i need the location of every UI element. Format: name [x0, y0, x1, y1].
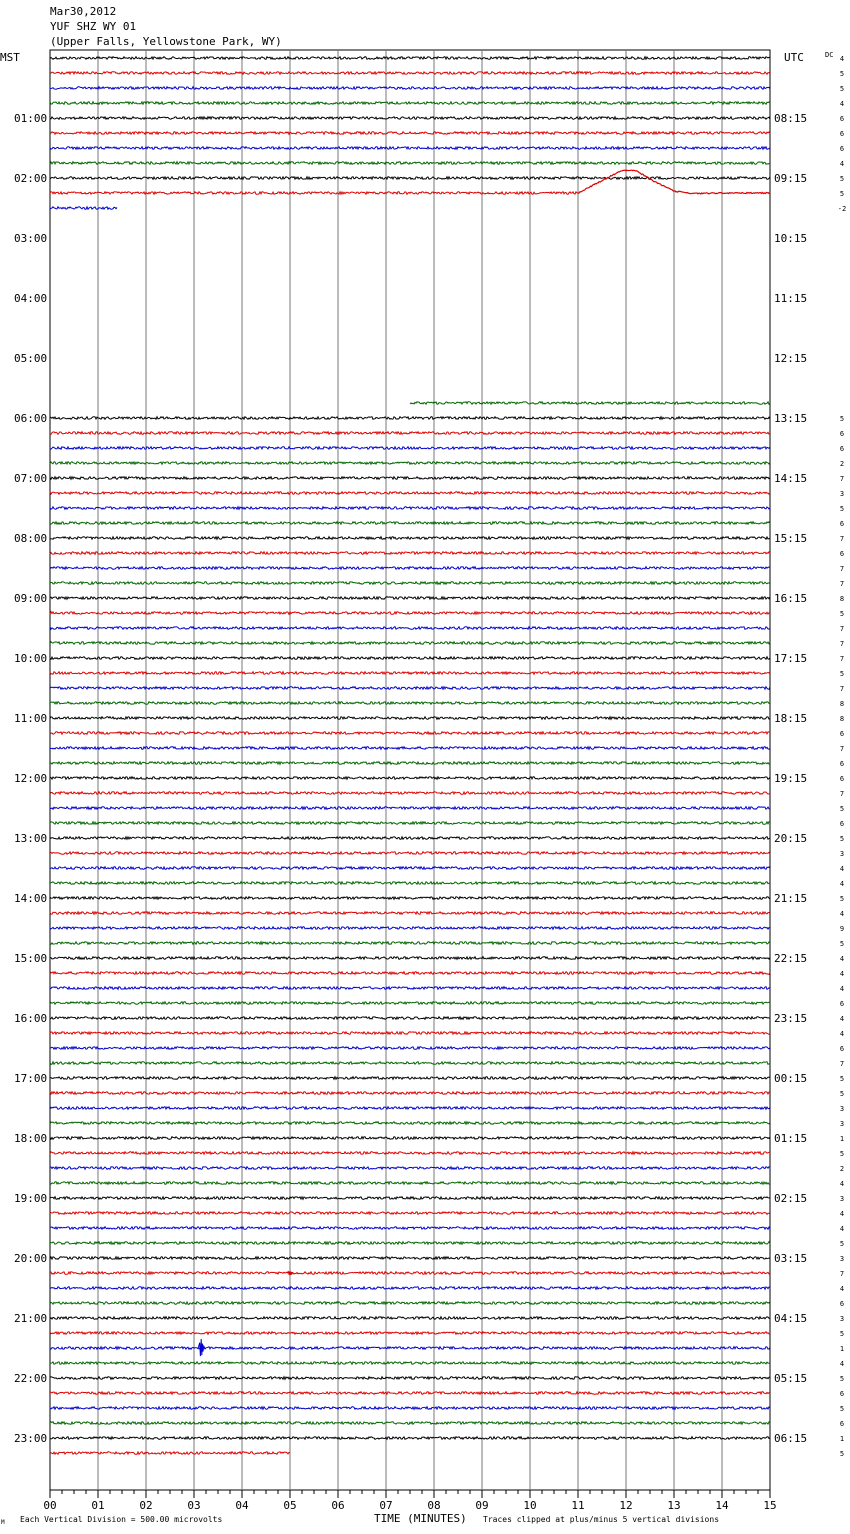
- seismic-trace: [50, 1092, 770, 1095]
- mst-hour-label: 14:00: [14, 892, 48, 905]
- mst-hour-label: 09:00: [14, 592, 48, 605]
- seismic-trace: [50, 927, 770, 930]
- dc-value: 5: [839, 505, 845, 513]
- mst-hour-label: 21:00: [14, 1312, 48, 1325]
- seismic-trace: [50, 687, 770, 690]
- dc-value: 5: [839, 1150, 845, 1158]
- seismic-trace: [50, 1362, 770, 1365]
- seismic-trace: [50, 717, 770, 720]
- utc-hour-label: 19:15: [774, 772, 808, 785]
- seismic-trace: [50, 537, 770, 540]
- seismic-trace: [50, 1452, 290, 1455]
- seismic-trace: [50, 147, 770, 150]
- dc-value: 7: [839, 790, 845, 798]
- dc-value: 4: [839, 1180, 845, 1188]
- dc-value: 6: [839, 145, 845, 153]
- dc-value: 5: [839, 1090, 845, 1098]
- seismic-trace: [50, 777, 770, 780]
- dc-value: 5: [839, 940, 845, 948]
- dc-value: 4: [839, 970, 845, 978]
- dc-value: 3: [839, 1120, 845, 1128]
- x-tick-label: 11: [571, 1499, 585, 1512]
- utc-hour-label: 00:15: [774, 1072, 808, 1085]
- dc-value: 6: [839, 775, 845, 783]
- dc-value: 4: [839, 55, 845, 63]
- mst-hour-label: 12:00: [14, 772, 48, 785]
- seismic-trace: [50, 1197, 770, 1200]
- seismic-trace: [50, 642, 770, 645]
- dc-value: 3: [839, 1195, 845, 1203]
- seismic-trace: [50, 732, 770, 735]
- dc-value: 5: [839, 85, 845, 93]
- dc-value: 6: [839, 550, 845, 558]
- utc-hour-label: 01:15: [774, 1132, 808, 1145]
- dc-value: 7: [839, 535, 845, 543]
- utc-hour-label: 12:15: [774, 352, 808, 365]
- dc-value: 2: [839, 1165, 845, 1173]
- chart-date: Mar30,2012: [50, 5, 117, 18]
- corner-mark: M: [1, 1519, 5, 1526]
- dc-value: 1: [839, 1345, 845, 1353]
- dc-value: 7: [839, 640, 845, 648]
- clip-note: Traces clipped at plus/minus 5 vertical divisions: [483, 1515, 720, 1524]
- seismic-trace: [50, 912, 770, 915]
- dc-value: 5: [839, 415, 845, 423]
- x-tick-label: 08: [427, 1499, 441, 1512]
- mst-hour-label: 20:00: [14, 1252, 48, 1265]
- seismic-trace: [50, 1107, 770, 1110]
- dc-value: 3: [839, 850, 845, 858]
- seismic-trace: [50, 1392, 770, 1395]
- dc-value: 5: [839, 70, 845, 78]
- utc-hour-label: 06:15: [774, 1432, 808, 1445]
- utc-hour-label: 11:15: [774, 292, 808, 305]
- seismic-trace: [50, 1032, 770, 1035]
- dc-value: 9: [839, 925, 845, 933]
- utc-hour-label: 08:15: [774, 112, 808, 125]
- dc-value: 6: [839, 1390, 845, 1398]
- x-tick-label: 01: [91, 1499, 105, 1512]
- seismic-trace: [50, 1212, 770, 1215]
- seismic-trace: [50, 1242, 770, 1245]
- x-axis-label: TIME (MINUTES): [374, 1512, 467, 1525]
- utc-hour-label: 20:15: [774, 832, 808, 845]
- seismic-trace: [50, 837, 770, 840]
- utc-hour-label: 03:15: [774, 1252, 808, 1265]
- dc-value: 4: [839, 100, 845, 108]
- seismic-trace: [50, 1062, 770, 1065]
- mst-hour-label: 02:00: [14, 172, 48, 185]
- mst-hour-label: 05:00: [14, 352, 48, 365]
- dc-value: 6: [839, 430, 845, 438]
- seismic-trace: [50, 492, 770, 495]
- plot-grid: [50, 50, 770, 1498]
- dc-value: 7: [839, 655, 845, 663]
- utc-hour-label: 23:15: [774, 1012, 808, 1025]
- seismic-trace: [50, 612, 770, 615]
- utc-hour-label: 09:15: [774, 172, 808, 185]
- seismic-trace: [50, 1407, 770, 1410]
- mst-hour-label: 01:00: [14, 112, 48, 125]
- dc-value: 6: [839, 1420, 845, 1428]
- x-tick-label: 05: [283, 1499, 297, 1512]
- dc-value: -2: [837, 205, 847, 213]
- seismic-trace: [50, 597, 770, 600]
- dc-value: 6: [839, 520, 845, 528]
- utc-hour-label: 22:15: [774, 952, 808, 965]
- x-tick-label: 04: [235, 1499, 249, 1512]
- utc-hour-label: 16:15: [774, 592, 808, 605]
- seismic-trace: [50, 1257, 770, 1260]
- dc-value: 3: [839, 490, 845, 498]
- mst-hour-label: 10:00: [14, 652, 48, 665]
- dc-value: 7: [839, 745, 845, 753]
- dc-value: 5: [839, 190, 845, 198]
- dc-value: 6: [839, 1045, 845, 1053]
- seismic-trace: [50, 432, 770, 435]
- seismic-trace: [50, 747, 770, 750]
- dc-value: 5: [839, 1375, 845, 1383]
- x-tick-label: 02: [139, 1499, 153, 1512]
- trace-group: [50, 57, 770, 1455]
- dc-value: 7: [839, 1060, 845, 1068]
- dc-value: 7: [839, 565, 845, 573]
- mst-hour-label: 08:00: [14, 532, 48, 545]
- utc-hour-label: 05:15: [774, 1372, 808, 1385]
- seismic-trace: [50, 972, 770, 975]
- utc-axis-label: UTC: [784, 51, 804, 64]
- seismic-trace: [50, 1077, 770, 1080]
- mst-hour-label: 04:00: [14, 292, 48, 305]
- dc-value: 4: [839, 1285, 845, 1293]
- seismic-trace: [50, 1152, 770, 1155]
- seismic-trace: [50, 882, 770, 885]
- dc-value: 4: [839, 1360, 845, 1368]
- dc-value: 3: [839, 1255, 845, 1263]
- dc-value: 8: [839, 595, 845, 603]
- mst-hour-label: 13:00: [14, 832, 48, 845]
- dc-value: 1: [839, 1435, 845, 1443]
- seismic-trace: [50, 1182, 770, 1185]
- mst-hour-label: 22:00: [14, 1372, 48, 1385]
- dc-value: 6: [839, 1300, 845, 1308]
- seismic-trace: [50, 1317, 770, 1320]
- plot-frame: [50, 50, 770, 1490]
- seismic-trace: [50, 117, 770, 120]
- dc-value: 2: [839, 460, 845, 468]
- x-tick-label: 00: [43, 1499, 57, 1512]
- mst-axis-label: MST: [0, 51, 20, 64]
- seismic-trace: [50, 1017, 770, 1020]
- utc-hour-label: 21:15: [774, 892, 808, 905]
- x-tick-label: 06: [331, 1499, 345, 1512]
- dc-value: 5: [839, 835, 845, 843]
- x-tick-label: 03: [187, 1499, 201, 1512]
- mst-hour-label: 17:00: [14, 1072, 48, 1085]
- x-tick-label: 10: [523, 1499, 537, 1512]
- dc-value: 6: [839, 820, 845, 828]
- seismic-trace: [50, 582, 770, 585]
- seismic-trace: [50, 1002, 770, 1005]
- seismic-trace: [50, 762, 770, 765]
- seismic-trace: [50, 852, 770, 855]
- dc-value: 5: [839, 805, 845, 813]
- seismic-trace: [50, 1122, 770, 1125]
- seismic-trace: [50, 72, 770, 75]
- mst-hour-label: 06:00: [14, 412, 48, 425]
- utc-hour-label: 04:15: [774, 1312, 808, 1325]
- seismic-trace: [50, 522, 770, 525]
- dc-value: 4: [839, 1225, 845, 1233]
- dc-value: 4: [839, 955, 845, 963]
- dc-value: 4: [839, 985, 845, 993]
- seismic-trace: [50, 102, 770, 105]
- dc-label: DC: [825, 51, 834, 59]
- seismic-trace: [50, 417, 770, 420]
- dc-value: 4: [839, 1210, 845, 1218]
- dc-value: 4: [839, 1015, 845, 1023]
- dc-value: 4: [839, 880, 845, 888]
- x-tick-label: 12: [619, 1499, 633, 1512]
- seismic-trace: [50, 207, 117, 210]
- mst-hour-label: 07:00: [14, 472, 48, 485]
- mst-hour-label: 19:00: [14, 1192, 48, 1205]
- dc-value: 5: [839, 1450, 845, 1458]
- chart-location: (Upper Falls, Yellowstone Park, WY): [50, 35, 282, 48]
- dc-value: 5: [839, 670, 845, 678]
- dc-value: 7: [839, 580, 845, 588]
- seismic-trace: [50, 1137, 770, 1140]
- dc-value: 5: [839, 1240, 845, 1248]
- utc-hour-label: 10:15: [774, 232, 808, 245]
- seismic-trace: [410, 402, 770, 405]
- dc-value: 8: [839, 715, 845, 723]
- seismic-trace: [50, 1347, 770, 1350]
- dc-value: 5: [839, 1405, 845, 1413]
- seismic-trace: [50, 627, 770, 630]
- seismic-trace: [50, 897, 770, 900]
- seismic-trace: [50, 1302, 770, 1305]
- seismic-trace: [50, 1332, 770, 1335]
- utc-hour-label: 13:15: [774, 412, 808, 425]
- scale-note: Each Vertical Division = 500.00 microvolts: [20, 1515, 223, 1524]
- seismic-trace: [50, 1167, 770, 1170]
- x-tick-label: 13: [667, 1499, 681, 1512]
- mst-hour-label: 11:00: [14, 712, 48, 725]
- x-tick-label: 09: [475, 1499, 489, 1512]
- utc-hour-label: 15:15: [774, 532, 808, 545]
- mst-hour-label: 23:00: [14, 1432, 48, 1445]
- seismic-trace: [50, 702, 770, 705]
- dc-value: 7: [839, 475, 845, 483]
- dc-value: 5: [839, 1075, 845, 1083]
- dc-value: 1: [839, 1135, 845, 1143]
- seismic-trace: [50, 192, 578, 195]
- seismic-trace: [50, 1287, 770, 1290]
- chart-station: YUF SHZ WY 01: [50, 20, 137, 33]
- seismic-trace: [50, 552, 770, 555]
- utc-hour-label: 17:15: [774, 652, 808, 665]
- seismic-trace: [50, 987, 770, 990]
- utc-hour-label: 18:15: [774, 712, 808, 725]
- seismic-trace: [50, 132, 770, 135]
- seismic-trace: [50, 87, 770, 90]
- seismic-trace: [50, 672, 770, 675]
- seismic-trace: [50, 792, 770, 795]
- seismic-trace: [50, 477, 770, 480]
- x-tick-label: 14: [715, 1499, 729, 1512]
- seismic-trace: [50, 567, 770, 570]
- x-tick-label: 07: [379, 1499, 393, 1512]
- dc-value: 6: [839, 445, 845, 453]
- seismic-trace: [50, 162, 770, 165]
- mst-hour-label: 03:00: [14, 232, 48, 245]
- seismic-trace: [50, 867, 770, 870]
- seismic-trace: [50, 177, 770, 180]
- dc-value: 5: [839, 610, 845, 618]
- seismic-trace: [50, 1377, 770, 1380]
- dc-value: 8: [839, 700, 845, 708]
- seismic-trace: [50, 657, 770, 660]
- mst-hour-label: 16:00: [14, 1012, 48, 1025]
- utc-hour-label: 14:15: [774, 472, 808, 485]
- dc-value: 4: [839, 1030, 845, 1038]
- seismic-trace: [50, 957, 770, 960]
- dc-value: 6: [839, 760, 845, 768]
- mst-hour-label: 15:00: [14, 952, 48, 965]
- dc-value: 4: [839, 160, 845, 168]
- seismic-trace: [50, 507, 770, 510]
- dc-value: 4: [839, 865, 845, 873]
- dc-value: 5: [839, 1330, 845, 1338]
- dc-value: 6: [839, 130, 845, 138]
- utc-hour-label: 02:15: [774, 1192, 808, 1205]
- dc-value: 3: [839, 1315, 845, 1323]
- x-tick-label: 15: [763, 1499, 777, 1512]
- seismic-spike: [198, 1339, 205, 1356]
- dc-value: 6: [839, 730, 845, 738]
- dc-value: 5: [839, 175, 845, 183]
- dc-value: 7: [839, 1270, 845, 1278]
- mst-hour-label: 18:00: [14, 1132, 48, 1145]
- dc-value: 4: [839, 910, 845, 918]
- seismic-trace: [50, 1272, 770, 1275]
- dc-value: 6: [839, 115, 845, 123]
- seismic-trace: [50, 447, 770, 450]
- seismic-trace: [50, 1227, 770, 1230]
- dc-value: 5: [839, 895, 845, 903]
- label-group: [0, 51, 846, 1512]
- seismic-trace: [50, 57, 770, 60]
- seismic-trace: [50, 822, 770, 825]
- dc-value: 6: [839, 1000, 845, 1008]
- seismic-trace: [50, 1437, 770, 1440]
- seismic-trace: [50, 1422, 770, 1425]
- seismic-trace: [50, 807, 770, 810]
- seismic-trace: [50, 462, 770, 465]
- seismic-trace: [50, 1047, 770, 1050]
- seismic-trace: [50, 942, 770, 945]
- dc-value: 7: [839, 625, 845, 633]
- dc-value: 7: [839, 685, 845, 693]
- dc-value: 3: [839, 1105, 845, 1113]
